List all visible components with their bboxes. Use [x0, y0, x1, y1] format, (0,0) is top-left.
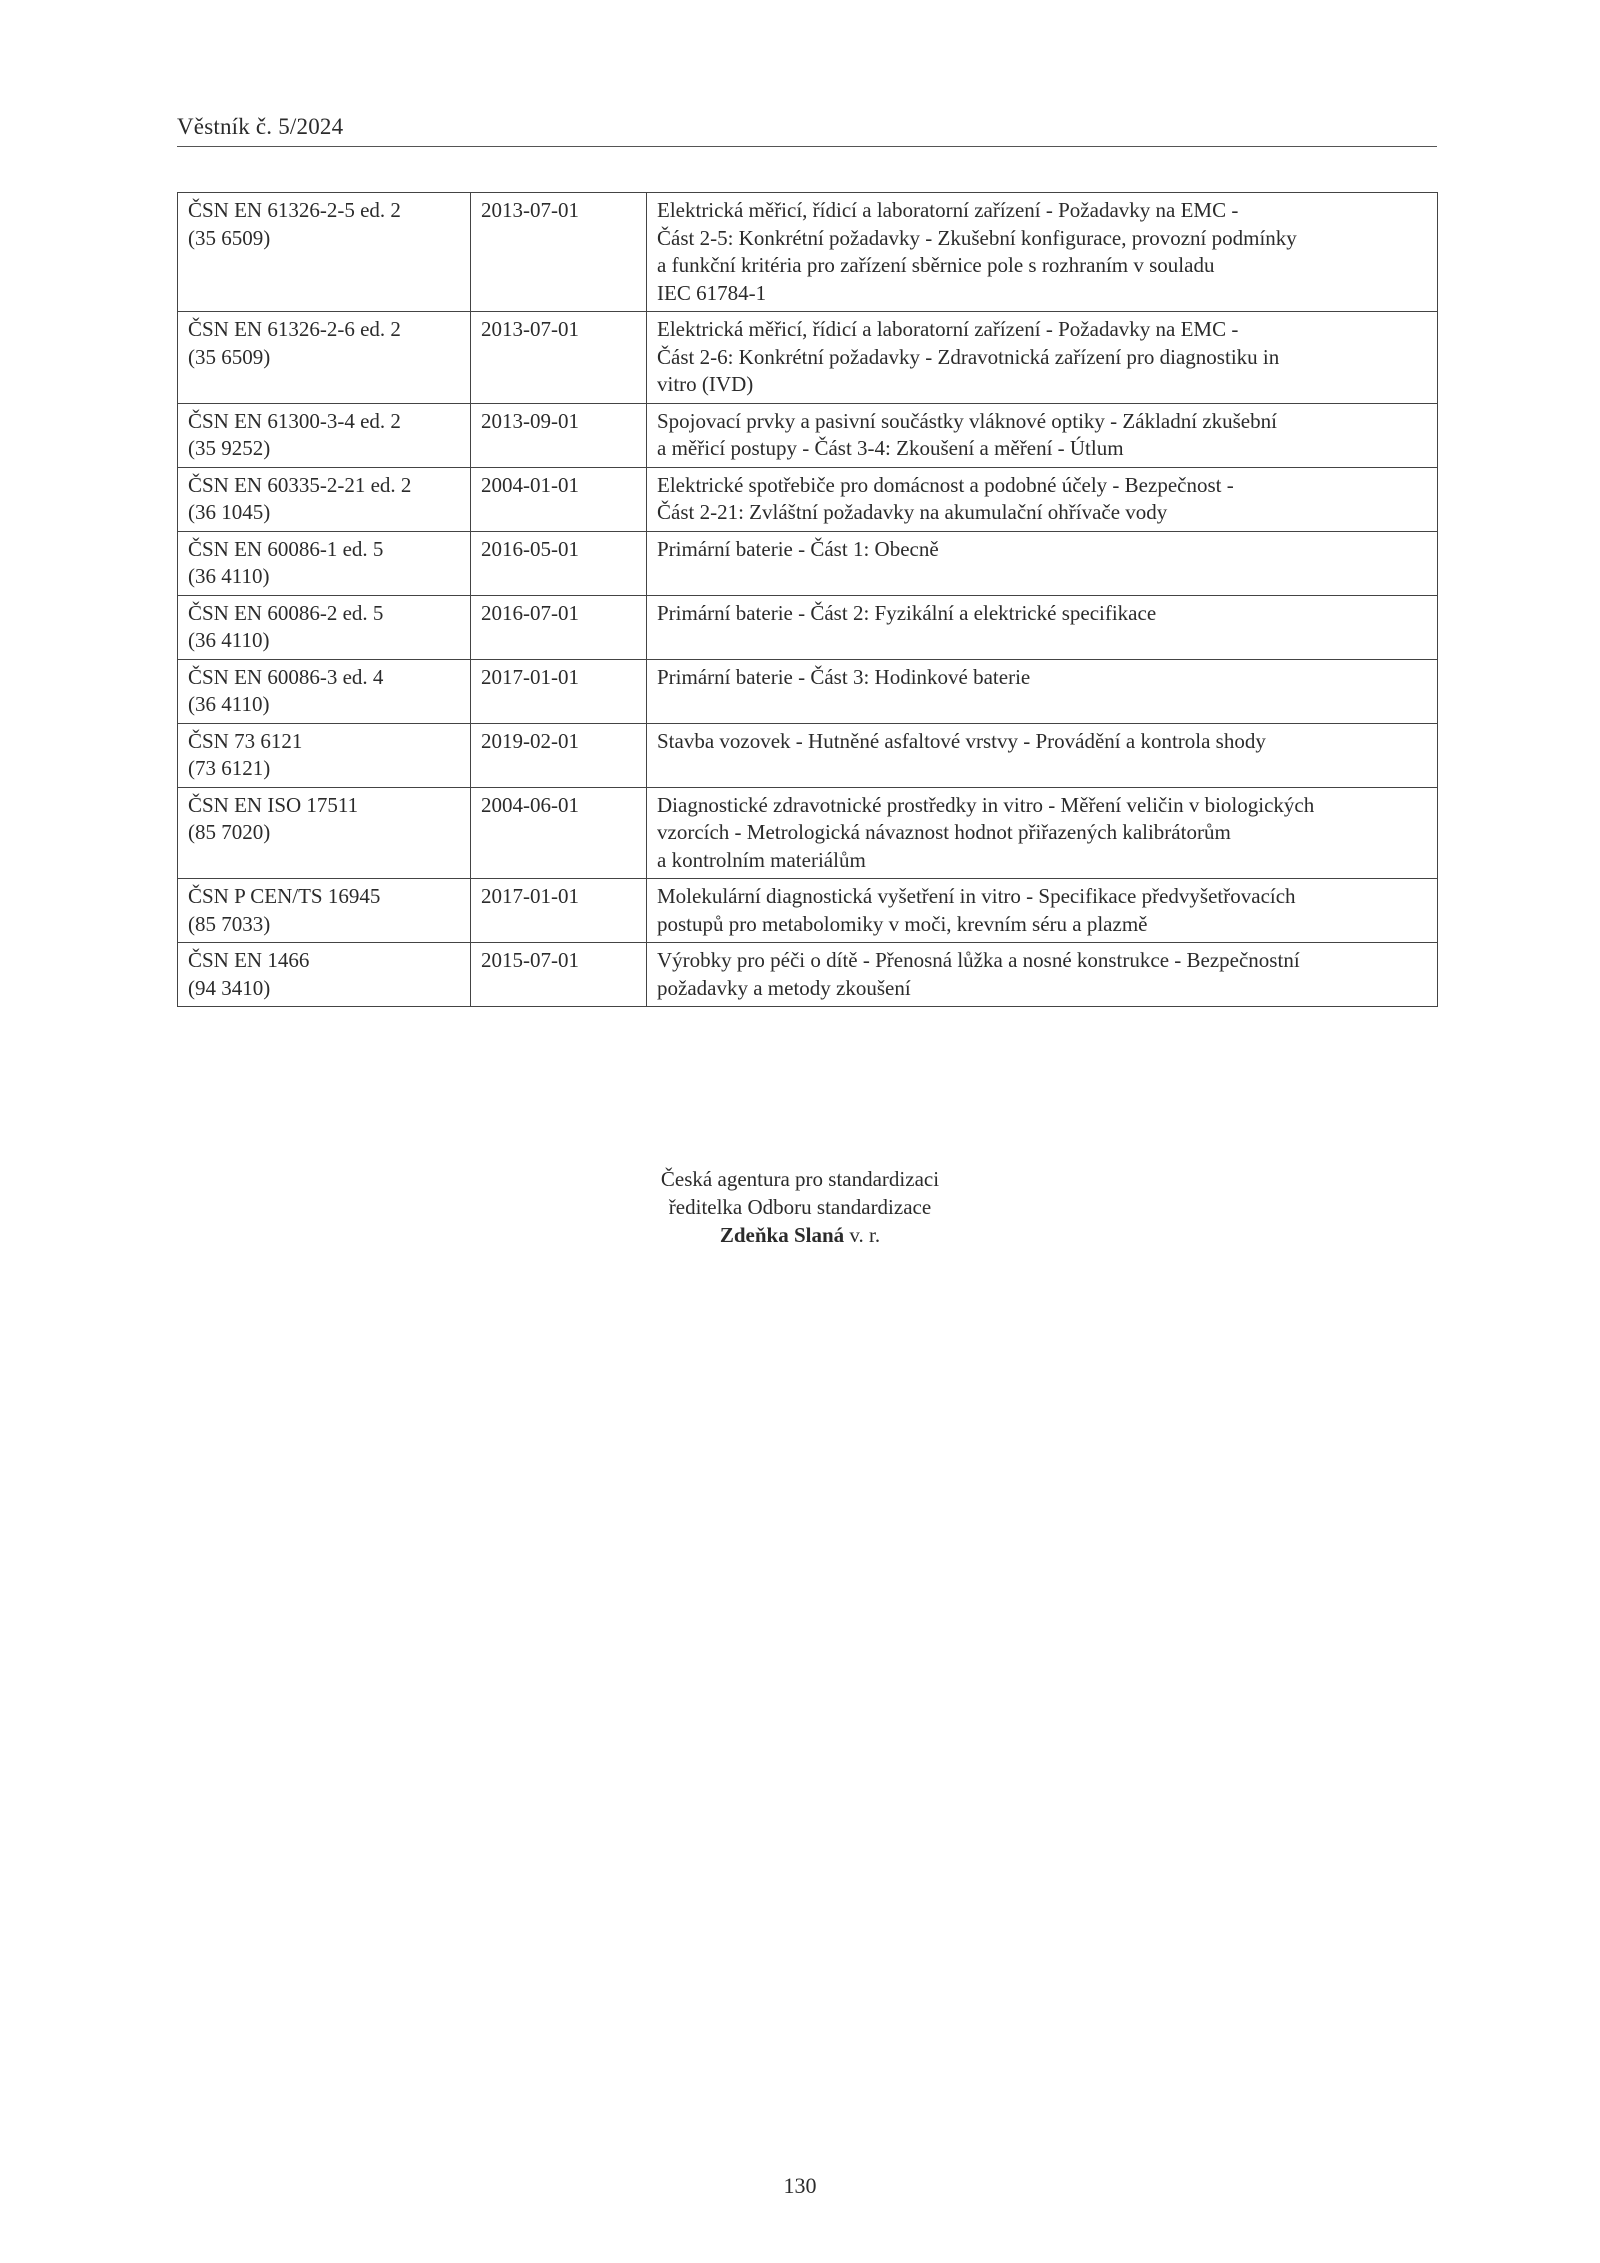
effective-date-cell: 2004-06-01 [471, 787, 647, 879]
standard-title-cell-line: vitro (IVD) [657, 372, 754, 396]
standard-code-cell-line: ČSN EN 60086-3 ed. 4 [188, 664, 384, 689]
standard-title-cell-line: Primární baterie - Část 1: Obecně [657, 536, 939, 561]
standard-code-cell-line: ČSN EN 61300-3-4 ed. 2 [188, 408, 401, 433]
standard-code-cell-line: ČSN EN 60086-2 ed. 5 [188, 600, 384, 625]
standard-code-cell-line: ČSN 73 6121 [188, 728, 303, 753]
signatory-name: Zdeňka Slaná [719, 1223, 845, 1247]
effective-date-cell: 2004-01-01 [471, 467, 647, 531]
standard-title-cell-line: a funkční kritéria pro zařízení sběrnice pole s rozhraním v souladu [657, 253, 1215, 277]
standard-title-cell-line: postupů pro metabolomiky v moči, krevním séru a plazmě [657, 911, 1148, 936]
standard-title-cell-line: Část 2-6: Konkrétní požadavky - Zdravotnická zařízení pro diagnostiku in [657, 344, 1280, 369]
standard-title-cell-line: Primární baterie - Část 3: Hodinkové baterie [657, 664, 1031, 689]
standard-title-cell [647, 659, 1438, 723]
standard-title-cell-line: a kontrolním materiálům [657, 847, 866, 872]
standard-title-cell-line: Primární baterie - Část 2: Fyzikální a elektrické specifikace [657, 600, 1157, 625]
standard-code-cell-line: (36 4110) [188, 564, 270, 588]
standards-table [177, 192, 1438, 1007]
standard-title-cell [647, 531, 1438, 595]
standard-code-cell [178, 659, 471, 723]
standard-title-cell [647, 595, 1438, 659]
standard-code-cell [178, 943, 471, 1007]
effective-date-cell: 2016-07-01 [471, 595, 647, 659]
standard-code-cell [178, 595, 471, 659]
standard-title-cell [647, 723, 1438, 787]
standard-title-cell-line: požadavky a metody zkoušení [657, 975, 911, 1000]
table-row [178, 595, 1438, 659]
standard-code-cell-line: ČSN P CEN/TS 16945 [188, 884, 381, 908]
standard-code-cell [178, 312, 471, 404]
standard-title-cell-line: Část 2-5: Konkrétní požadavky - Zkušební konfigurace, provozní podmínky [657, 225, 1297, 250]
effective-date-cell: 2019-02-01 [471, 723, 647, 787]
standard-title-cell [647, 193, 1438, 312]
standard-code-cell-line: (85 7033) [188, 911, 271, 936]
effective-date-cell: 2017-01-01 [471, 879, 647, 943]
standard-code-cell [178, 787, 471, 879]
standard-title-cell [647, 312, 1438, 404]
standard-code-cell-line: (85 7020) [188, 820, 271, 844]
standard-title-cell [647, 403, 1438, 467]
table-row [178, 467, 1438, 531]
standard-title-cell-line: Výrobky pro péči o dítě - Přenosná lůžka a nosné konstrukce - Bezpečnostní [657, 948, 1300, 972]
standard-title-cell-line: Stavba vozovek - Hutněné asfaltové vrstvy - Provádění a kontrola shody [657, 728, 1266, 753]
standard-title-cell-line: Elektrické spotřebiče pro domácnost a podobné účely - Bezpečnost - [657, 472, 1234, 497]
standard-title-cell-line: a měřicí postupy - Část 3-4: Zkoušení a měření - Útlum [657, 436, 1124, 460]
standard-code-cell [178, 403, 471, 467]
standard-code-cell [178, 467, 471, 531]
table-row [178, 312, 1438, 404]
standard-code-cell-line: (36 1045) [188, 500, 271, 524]
standard-title-cell-line: IEC 61784-1 [657, 280, 767, 305]
standard-title-cell-line: vzorcích - Metrologická návaznost hodnot přiřazených kalibrátorům [657, 820, 1231, 844]
standard-code-cell-line: ČSN EN 1466 [188, 948, 310, 972]
standard-title-cell-line: Část 2-21: Zvláštní požadavky na akumulační ohřívače vody [657, 500, 1168, 524]
agency-name: Česká agentura pro standardizaci [660, 1167, 940, 1191]
signature-block [0, 1165, 1600, 1249]
standard-code-cell [178, 531, 471, 595]
table-row [178, 531, 1438, 595]
table-row [178, 723, 1438, 787]
effective-date-cell: 2015-07-01 [471, 943, 647, 1007]
standard-code-cell-line: ČSN EN 60086-1 ed. 5 [188, 536, 384, 561]
standard-code-cell-line: ČSN EN ISO 17511 [188, 792, 359, 817]
table-row [178, 879, 1438, 943]
signatory-line [0, 1221, 1600, 1249]
table-row [178, 659, 1438, 723]
signatory-suffix: v. r. [844, 1223, 881, 1247]
effective-date-cell: 2017-01-01 [471, 659, 647, 723]
standard-code-cell-line: ČSN EN 61326-2-5 ed. 2 [188, 198, 401, 222]
standard-title-cell-line: Diagnostické zdravotnické prostředky in vitro - Měření veličin v biologických [657, 792, 1315, 817]
standard-title-cell [647, 787, 1438, 879]
effective-date-cell: 2016-05-01 [471, 531, 647, 595]
standard-code-cell [178, 879, 471, 943]
standard-code-cell-line: (36 4110) [188, 692, 270, 716]
table-row [178, 943, 1438, 1007]
effective-date-cell: 2013-07-01 [471, 193, 647, 312]
table-row [178, 193, 1438, 312]
standard-title-cell [647, 943, 1438, 1007]
standard-code-cell-line: (94 3410) [188, 975, 271, 1000]
standard-title-cell-line: Elektrická měřicí, řídicí a laboratorní zařízení - Požadavky na EMC - [657, 198, 1239, 222]
page-number: 130 [783, 2173, 817, 2198]
standard-code-cell-line: (36 4110) [188, 628, 270, 652]
standard-title-cell [647, 467, 1438, 531]
standard-code-cell-line: ČSN EN 61326-2-6 ed. 2 [188, 317, 401, 341]
standard-code-cell-line: (35 6509) [188, 225, 271, 250]
standard-code-cell [178, 193, 471, 312]
journal-title: Věstník č. 5/2024 [177, 114, 344, 139]
table-row [178, 787, 1438, 879]
standard-code-cell-line: ČSN EN 60335-2-21 ed. 2 [188, 472, 412, 497]
standard-title-cell-line: Molekulární diagnostická vyšetření in vitro - Specifikace předvyšetřovacích [657, 884, 1296, 908]
table-row [178, 403, 1438, 467]
standard-title-cell-line: Elektrická měřicí, řídicí a laboratorní zařízení - Požadavky na EMC - [657, 317, 1239, 341]
page-header [177, 112, 1437, 147]
standard-code-cell-line: (35 9252) [188, 436, 271, 460]
standard-title-cell [647, 879, 1438, 943]
effective-date-cell: 2013-07-01 [471, 312, 647, 404]
standards-table-body [178, 193, 1438, 1007]
standard-code-cell-line: (35 6509) [188, 344, 271, 369]
signatory-role: ředitelka Odboru standardizace [668, 1195, 932, 1219]
standard-title-cell-line: Spojovací prvky a pasivní součástky vláknové optiky - Základní zkušební [657, 408, 1277, 433]
effective-date-cell: 2013-09-01 [471, 403, 647, 467]
standard-code-cell [178, 723, 471, 787]
standard-code-cell-line: (73 6121) [188, 756, 271, 780]
